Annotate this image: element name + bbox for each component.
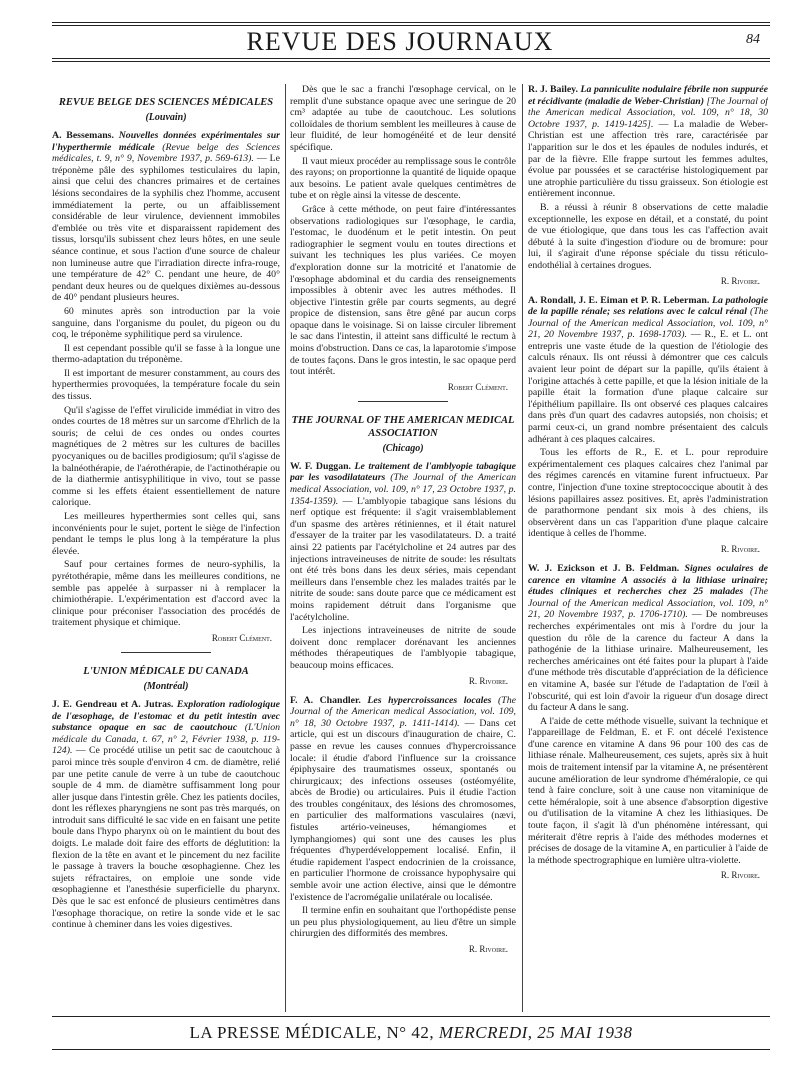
column-right [528, 84, 768, 1012]
article-paragraph: Il vaut mieux procéder au remplissage sous le contrôle des rayons; on proportionne la quantité de liquide opaque aux besoins. Le patient avale quelques centimètres de tube et on règle ainsi la vitesse de descente. [290, 155, 516, 202]
article-signature: R. Rivoire. [720, 543, 760, 554]
article-authors: W. F. Duggan. [290, 460, 351, 472]
article-title: Nouvelles données expérimentales sur l'hyperthermie médicale [52, 130, 280, 153]
article-lead [528, 84, 768, 200]
article-paragraph: Les meilleures hyperthermies sont celles qui, sans inconvénients pour le sujet, portent le siège de l'infection pendant le temps le plus long à la température la plus élevée. [52, 511, 280, 557]
article-title: Le traitement de l'amblyopie tabagique par les vasodilatateurs [290, 460, 516, 484]
article-lead [528, 563, 768, 714]
column-left [52, 84, 280, 1012]
article-title: La panniculite nodulaire fébrile non suppurée et récidivante (maladie de Weber-Christian) [528, 84, 768, 107]
footer-date: MERCREDI, 25 MAI 1938 [438, 1023, 633, 1042]
article-text: — La maladie de Weber-Christian est une affection très rare, caractérisée par l'apparition sur le dos et les épaules de nodules indurés, et par de la fièvre. Elle frappe surtout les femmes adultes, évolue par poussées et se caractérise histologiquement par une atrophie particulière du tissu graisseux. Son étiologie est entièrement inconnue. [528, 118, 768, 200]
journal-city: (Montréal) [143, 680, 189, 692]
article-paragraph: Dès que le sac a franchi l'œsophage cervical, on le remplit d'une substance opaque avec une seringue de 20 cm³ adaptée au tube de caoutchouc. Les solutions colloïdales de thorium semblent les meilleures à cause de leur fluidité, de leur homogénéité et de leur densité spécifique. [290, 84, 516, 153]
article-paragraph: Les injections intraveineuses de nitrite de soude doivent donc remplacer dorénavant les anciennes méthodes thérapeutiques de l'amblyopie tabagique, beaucoup moins efficaces. [290, 625, 516, 671]
article-title: Signes oculaires de carence en vitamine A associés à la lithiase urinaire; études cliniques et recherches chez 25 malades [528, 562, 768, 598]
article-citation: (The Journal of the American medical Association, vol. 109, n° 21, 20 Novembre 1937, p. 1706-1710). [528, 586, 768, 621]
article-text: — L'amblyopie tabagique sans lésions du nerf optique est fréquente: il s'agit vraisemblablement d'un spasme des artères rétiniennes, et il était naturel d'essayer de la traiter par les vasodilatateurs. D. a traité ainsi 22 patients par l'acétylcholine et 24 autres par des injections intraveineuses de nitrite de soude: les résultats ont été très bons dans les deux séries, mais cependant meilleurs dans l'ensemble chez les malades traités par le nitrite de soude: sans doute parce que ce médicament est moins rapidement détruit dans l'organisme que l'acétylcholine. [290, 495, 516, 623]
article-text: — R., E. et L. ont entrepris une vaste étude de la question de l'étiologie des calculs rénaux. Ils ont réussi à démontrer que ces calculs avaient leur point de départ sur la papille, qu'ils étaient à l'origine attachés à cette papille, et que la lésion initiale de la papille était la formation d'une plaque calcaire sur l'épithélium papillaire. Ils ont observé ces plaques calcaires dans près d'un quart des cadavres autopsiés, non choisis; et parmi ceux-ci, un grand nombre présentaient des calculs adhérant à ces plaques calcaires. [528, 329, 768, 445]
article-authors: R. J. Bailey. [528, 84, 578, 95]
article-signature: R. Rivoire. [720, 870, 760, 881]
header-rule-bottom-double [52, 61, 770, 62]
article-signature: R. Rivoire. [720, 275, 760, 286]
article-title: Exploration radiologique de l'œsophage, de l'estomac et du petit intestin avec substance opaque en sac de caoutchouc [52, 698, 280, 734]
column-separator [522, 84, 523, 1012]
article-text: — De nombreuses recherches expérimentales ont mis à l'ordre du jour la question du rôle de la carence du facteur A dans la pathogénie de la lithiase urinaire. Malheureusement, les recherches américaines ont été faites pour la plupart à l'aide d'une méthode très discutable d'appréciation de la déficience en vitamine A, basée sur l'étude de l'adaptation de l'œil à l'obscurité, qui est loin d'avoir la rigueur d'un dosage direct du facteur A dans le sang. [528, 609, 768, 714]
article-paragraph: Il termine enfin en souhaitant que l'orthopédiste pense un peu plus physiologiquement, au lieu d'être un simple chirurgien des difformités des membres. [290, 905, 516, 940]
article-lead [52, 699, 280, 931]
column-separator [285, 84, 286, 1012]
journal-city: (Louvain) [145, 112, 187, 123]
article-citation: [The Journal of the American medical Association, vol. 109, n° 18, 30 Octobre 1937, p. 1419-1425]. [528, 95, 768, 130]
article-paragraph: Il est important de mesurer constamment, au cours des hyperthermies provoquées, la température focale du sein des tissus. [52, 367, 280, 403]
article-paragraph: 60 minutes après son introduction par la voie sanguine, dans l'organisme du poulet, du pigeon ou du coq, le tréponème syphilitique perd sa virulence. [52, 305, 280, 341]
article-lead [52, 130, 280, 304]
article-citation: (The Journal of the American medical Association, vol. 109, n° 21, 20 Novembre 1937, p. 1698-1703). [528, 306, 768, 341]
column-middle [290, 84, 516, 1012]
journal-city: (Chicago) [382, 442, 424, 454]
article-authors: J. E. Gendreau et A. Jutras. [52, 698, 174, 710]
header-rule-bottom [52, 58, 770, 59]
article-text: — Dans cet article, qui est un discours d'inauguration de chaire, C. passe en revue les causes connues d'hypercroissance locale: il étudie d'abord l'influence sur la croissance épiphysaire des traumatismes osseux, spontanés ou chirurgicaux; des infections osseuses (ostéomyélite, abcès de Brodie) ou articulaires. Puis il étudie l'action des troubles congénitaux, des lésions des chromosomes, en particulier des malformations vasculaires (nævi, fistules artério-veineuses, hémangiomes et lymphangiomes) qui sont une des causes les plus fréquentes d'hyperdéveloppement localisé. Enfin, il étudie rapidement l'aspect endocrinien de la croissance, en particulier l'hormone de croissance hypophysaire qui semble avoir une action élective, ainsi que le démontre l'existence de l'acromégalie unilatérale ou localisée. [290, 717, 516, 903]
article-citation: (L'Union médicale du Canada, t. 67, n° 2, Février 1938, p. 119-124). [52, 722, 280, 757]
article-authors: F. A. Chandler. [290, 694, 361, 706]
header-rule-top-double [52, 25, 770, 26]
journal-heading: THE JOURNAL OF THE AMERICAN MEDICAL ASSOCIATION [291, 414, 515, 439]
article-authors: A. Bessemans. [52, 130, 114, 141]
section-divider [121, 652, 211, 653]
running-head-title: REVUE DES JOURNAUX [246, 27, 554, 56]
article-authors: W. J. Ezickson et J. B. Feldman. [528, 562, 680, 574]
footer-journal: LA PRESSE MÉDICALE, N° 42, [189, 1023, 435, 1042]
article-lead [528, 295, 768, 446]
article-signature: R. Rivoire. [468, 944, 508, 954]
page-number: 84 [746, 32, 760, 47]
article-paragraph: Il est cependant possible qu'il se fasse à la longue une thermo-adaptation du tréponème. [52, 342, 280, 366]
article-paragraph: B. a réussi à réunir 8 observations de cette maladie exceptionnelle, les expose en détail, et a constaté, du point de vue étiologique, que dans tous les cas l'affection avait débuté à la suite d'ingestion d'iodure ou de bromure: pour lui, il s'agirait d'une réponse spéciale du tissu réticulo-endothélial à certaines drogues. [528, 201, 768, 271]
article-lead [290, 461, 516, 623]
journal-heading: L'UNION MÉDICALE DU CANADA [83, 665, 249, 677]
article-citation: (Revue belge des Sciences médicales, t. 9, n° 9, Novembre 1937, p. 569-613). [52, 141, 280, 165]
footer [52, 1020, 770, 1046]
article-signature: Robert Clément. [447, 381, 508, 392]
footer-rule-top [52, 1016, 770, 1017]
article-text: — Le tréponème pâle des syphilomes testiculaires du lapin, ainsi que celui des chancres primaires et de certaines lésions secondaires de la syphilis chez l'homme, accusent immédiatement la perte, ou un affaiblissement considérable de leur virulence, deviennent immobiles d'emblée ou très vite et disparaissent rapidement des tissus, lorsqu'ils subissent chez leurs hôtes, en une seule séance continue, et sous l'action d'une source de chaleur non lumineuse autre que l'irradiation directe infra-rouge, une température de 42° C. pendant une heure, de 40° pendant deux heures ou de quelques dixièmes au-dessous de 40° pendant plusieurs heures. [52, 153, 280, 304]
article-paragraph: Sauf pour certaines formes de neuro-syphilis, la pyrétothérapie, même dans les meilleures conditions, ne semble pas appelée à surpasser ni à remplacer la chimiothérapie. L'expérimentation est d'accord avec la clinique pour préconiser l'association des procédés de traitement physique et chimique. [52, 559, 280, 629]
article-text: — Ce procédé utilise un petit sac de caoutchouc à paroi mince très souple d'environ 4 cm. de diamètre, relié par une petite canule de verre à un tube de caoutchouc souple de 4 mm. de diamètre suffisamment long pour aller jusque dans l'intestin grêle. Chez les patients dociles, dont les réflexes pharyngiens ne sont pas très marqués, on introduit sans difficulté le sac vide en en faisant une petite boule dans l'hypo pharynx où on le maintient du bout des doigts. Le malade doit faire des efforts de déglutition: la flexion de la tête en avant et le pincement du nez facilite le passage à travers la bouche œsophagienne. Chez les sujets réfractaires, on emploie une sonde vide œsophagienne et l'anesthésie superficielle du pharynx. Dès que le sac est enfoncé de plusieurs centimètres dans l'œsophage thoracique, on retire la sonde vide et le sac continue à cheminer dans les voies digestives. [52, 745, 280, 931]
article-title: Les hypercroissances locales [367, 694, 492, 706]
article-paragraph: A l'aide de cette méthode visuelle, suivant la technique et l'appareillage de Feldman, E. et F. ont décelé l'existence d'une carence en vitamine A dans 96 pour 100 des cas de lithiase rénale. Malheureusement, ces sujets, après six à huit mois de traitement intensif par la vitamine A, ne présentèrent aucune amélioration de leur syndrome d'héméralopie, ce qui tend à faire conclure, soit à une cause non vitaminique de cette héméralopie, soit à une absence d'absorption digestive ou d'utilisation de la vitamine A chez les lithiasiques. De toute façon, il s'agit là d'un phénomène intéressant, qui mériterait d'être repris à l'aide des méthodes modernes et précises de dosage de la vitamine A, en particulier à l'aide de la méthode spectrographique en lumière ultra-violette. [528, 715, 768, 866]
article-paragraph: Tous les efforts de R., E. et L. pour reproduire expérimentalement ces plaques calcaires chez l'animal par des régimes carencés en vitamine furent infructueux. Par contre, l'injection d'une toxine streptococcique aboutit à des lésions papillaires assez positives. Et, après l'administration de parathormone pendant six mois à des chiens, ils observèrent dans un cas l'apparition d'une plaque calcaire identique à celles de l'homme. [528, 447, 768, 540]
article-citation: (The Journal of the American medical Association, vol. 109, n° 18, 30 Octobre 1937, p. 1411-1414). [290, 694, 516, 729]
header-rule-top [52, 22, 770, 23]
article-paragraph: Grâce à cette méthode, on peut faire d'intéressantes observations radiologiques sur l'œsophage, le cardia, l'estomac, le duodénum et le petit intestin. On peut radiographier le segment voulu en toutes directions et suivant les techniques les plus variées. Ce moyen d'exploration donne sur la motricité et l'anatomie de l'œsophage abdominal et du cardia des renseignements impossibles à obtenir avec les autres méthodes. Il objective l'intestin grêle par courts segments, au degré propice de distension, sans être gêné par aucun corps opaque dans le voisinage. Si on laisse circuler librement le sac dans l'intestin, il atteint sans difficulté le rectum à moins d'obstruction. Dans ce cas, la laparotomie s'impose de toutes façons. Dans le gros intestin, le sac opaque perd tout intérêt. [290, 203, 516, 378]
article-signature: Robert Clément. [211, 632, 272, 643]
article-citation: (The Journal of the American medical Association, vol. 109, n° 17, 23 Octobre 1937, p. 1354-1359). [290, 472, 516, 507]
footer-rule-bottom [52, 1049, 770, 1050]
journal-heading: REVUE BELGE DES SCIENCES MÉDICALES [58, 97, 274, 108]
article-signature: R. Rivoire. [468, 675, 508, 686]
article-paragraph: Qu'il s'agisse de l'effet virulicide immédiat in vitro des ondes courtes de 18 mètres sur un sarcome d'Ehrlich de la souris; de celui de ces ondes ou ondes courtes magnétiques de 2 mètres sur les cultures de bacilles pyocyaniques ou de bacilles prodigiosum; qu'il s'agisse de la balnéothérapie, de l'aérothérapie, de l'actinothérapie ou de la diathermie antisyphilitique in vivo, tout se passe comme si les effets étaient essentiellement de nature calorique. [52, 404, 280, 509]
article-authors: A. Rondall, J. E. Eiman et P. R. Leberman. [528, 294, 710, 306]
section-divider [358, 401, 448, 402]
article-lead [290, 695, 516, 904]
article-title: La pathologie de la papille rénale; ses relations avec le calcul rénal [528, 294, 768, 318]
